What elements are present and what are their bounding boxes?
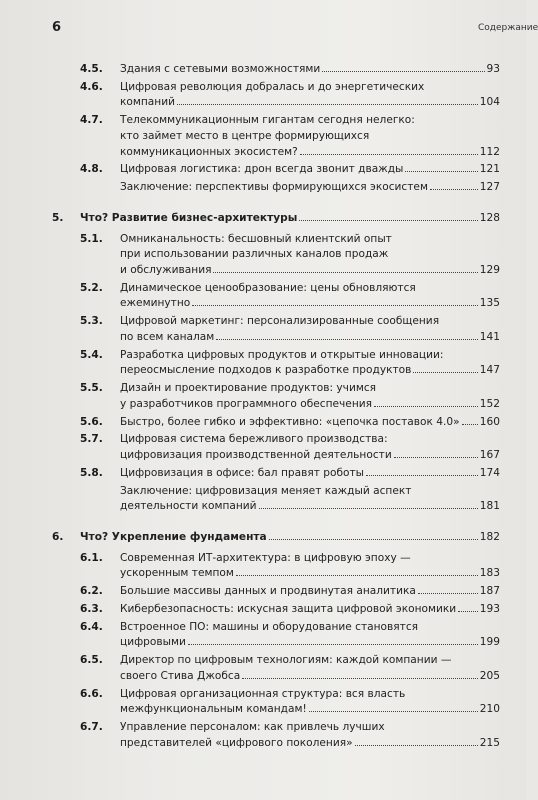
dot-leader	[188, 644, 478, 645]
toc-entry-body	[80, 211, 500, 227]
toc-entry	[52, 314, 500, 345]
toc-entry	[52, 62, 500, 78]
dot-leader	[355, 745, 478, 746]
toc-entry-last-line	[120, 466, 500, 482]
toc-entry-last-line	[80, 211, 500, 227]
toc-entry-page: 187	[479, 585, 500, 598]
toc-entry-title-line: межфункциональным командам!	[120, 703, 307, 716]
toc-entry-page: 167	[479, 449, 500, 462]
toc-entry-title-line: Цифровизация в офисе: бал правят роботы	[120, 466, 364, 479]
toc-entry-number: 5.3.	[80, 315, 103, 328]
toc-entry-number: 4.7.	[80, 114, 103, 127]
toc-entry	[52, 432, 500, 463]
toc-entry	[52, 162, 500, 178]
toc-entry-page: 128	[479, 211, 500, 224]
toc-entry-last-line	[120, 415, 500, 431]
toc-entry-title-line: коммуникационных экосистем?	[120, 145, 298, 158]
toc-entry-page: 160	[479, 415, 500, 428]
toc-entry-number: 5.5.	[80, 382, 103, 395]
toc-entry-page: 182	[479, 531, 500, 543]
toc-entry-number: 6.3.	[80, 602, 103, 615]
toc-entry-last-line	[120, 448, 500, 464]
toc-entry-last-line	[120, 566, 500, 582]
toc-entry-title-line: переосмысление подходов к разработке продуктов	[120, 364, 412, 377]
toc-entry-page: 147	[479, 364, 500, 377]
toc-entry-title-line: при использовании различных каналов продаж	[120, 248, 389, 261]
toc-entry-last-line	[120, 95, 500, 111]
toc-entry-last-line	[120, 584, 500, 600]
toc-entry-body	[120, 348, 500, 379]
toc-entry-last-line	[120, 263, 500, 279]
toc-entry-page: 121	[479, 163, 500, 176]
toc-entry-page: 104	[479, 96, 500, 109]
toc-entry-page: 205	[479, 669, 500, 682]
dot-leader	[213, 272, 477, 273]
dot-leader	[458, 611, 478, 612]
toc-entry-title-line: Динамическое ценообразование: цены обновляются	[120, 281, 416, 294]
toc-entry-last-line	[120, 180, 500, 196]
toc-entry-title-line: компаний	[120, 96, 175, 109]
toc-entry	[52, 415, 500, 431]
dot-leader	[177, 104, 478, 105]
toc-entry	[52, 484, 500, 515]
toc-entry-number: 4.8.	[80, 163, 103, 176]
toc-entry-number: 5.8.	[80, 466, 103, 479]
toc-entry-title-line: цифровизация производственной деятельности	[120, 449, 392, 462]
toc-entry-body	[120, 466, 500, 482]
dot-leader	[413, 372, 477, 373]
toc-entry-body	[120, 415, 500, 431]
toc-entry-page: 93	[486, 63, 500, 75]
toc-entry	[52, 80, 500, 111]
toc-entry-last-line	[120, 635, 500, 651]
dot-leader	[216, 339, 477, 340]
toc-entry-title-line: Цифровая логистика: дрон всегда звонит дважды	[120, 163, 404, 176]
toc-chapter	[52, 211, 500, 227]
dot-leader	[299, 220, 477, 221]
toc-entry-number: 5.2.	[80, 281, 103, 294]
dot-leader	[269, 539, 478, 540]
toc-entry-title-line: ускоренным темпом	[120, 567, 234, 580]
toc-entry-body	[120, 62, 500, 78]
toc-entry-title-line: Заключение: перспективы формирующихся экосистем	[120, 181, 428, 194]
dot-leader	[192, 305, 478, 306]
toc-entry	[52, 381, 500, 412]
toc-entry-page: 193	[479, 602, 500, 615]
toc-entry-title-line: представителей «цифрового поколения»	[120, 736, 353, 749]
toc-entry-body	[120, 80, 500, 111]
toc-entry-page: 129	[479, 263, 500, 276]
toc-entry	[52, 466, 500, 482]
toc-entry-title-line: ежеминутно	[120, 297, 191, 310]
toc-entry-number: 4.5.	[80, 63, 103, 75]
toc-entry-title-line: Управление персоналом: как привлечь лучших	[120, 721, 385, 734]
toc-entry-body	[120, 281, 500, 312]
dot-leader	[430, 189, 478, 190]
toc-entry-title-line: Большие массивы данных и продвинутая аналитика	[120, 585, 416, 598]
dot-leader	[300, 154, 478, 155]
toc-entry-last-line	[120, 296, 500, 312]
toc-entry-title-line: цифровыми	[120, 636, 186, 649]
toc-entry-number: 6.5.	[80, 654, 103, 667]
toc-entry-page: 152	[479, 397, 500, 410]
toc-entry-number: 6.6.	[80, 687, 103, 700]
toc-entry-body	[80, 530, 500, 546]
toc-entry	[52, 720, 500, 751]
toc-entry-title-line: Кибербезопасность: искусная защита цифровой экономики	[120, 602, 457, 615]
toc-entry-title-line: своего Стива Джобса	[120, 669, 241, 682]
toc-entry	[52, 584, 500, 600]
running-head: Содержание	[478, 23, 538, 33]
dot-leader	[309, 711, 478, 712]
toc-entry-body	[120, 653, 500, 684]
toc-entry-page: 181	[479, 500, 500, 513]
dot-leader	[322, 71, 484, 72]
toc-entry-number: 6.	[52, 531, 64, 543]
toc-entry-title-line: кто займет место в центре формирующихся	[120, 129, 370, 142]
toc-entry-body	[120, 381, 500, 412]
toc-entry	[52, 620, 500, 651]
toc-entry-title-line: Директор по цифровым технологиям: каждой компании —	[120, 654, 452, 667]
toc-entry-title-line: Омниканальность: бесшовный клиентский опыт	[120, 232, 392, 245]
toc-entry-number: 4.6.	[80, 80, 103, 93]
toc-entry-body	[120, 180, 500, 196]
toc-chapter	[52, 530, 500, 546]
toc-entry-body	[120, 551, 500, 582]
toc-entry-number: 5.7.	[80, 433, 103, 446]
toc-entry-number: 6.2.	[80, 585, 103, 598]
toc-entry-title-line: Заключение: цифровизация меняет каждый аспект	[120, 484, 412, 497]
toc-entry-number: 6.1.	[80, 551, 103, 564]
dot-leader	[242, 678, 478, 679]
toc-entry-body	[120, 162, 500, 178]
toc-entry-number: 5.	[52, 211, 64, 224]
toc-entry-title-line: у разработчиков программного обеспечения	[120, 397, 373, 410]
page-header	[0, 20, 538, 40]
toc-entry-body	[120, 602, 500, 618]
dot-leader	[236, 575, 478, 576]
toc-entry-title-line: по всем каналам	[120, 330, 215, 343]
toc-entry-title-line: Цифровая революция добралась и до энергетических	[120, 80, 425, 93]
dot-leader	[418, 593, 478, 594]
dot-leader	[405, 171, 477, 172]
toc-entry	[52, 551, 500, 582]
toc-entry-page: 127	[479, 181, 500, 194]
table-of-contents	[52, 62, 500, 754]
toc-entry-number: 5.4.	[80, 348, 103, 361]
toc-entry-page: 174	[479, 466, 500, 479]
toc-entry	[52, 180, 500, 196]
toc-entry-title-line: Быстро, более гибко и эффективно: «цепочка поставок 4.0»	[120, 415, 460, 428]
toc-entry	[52, 232, 500, 279]
toc-entry-title-line: Цифровой маркетинг: персонализированные сообщения	[120, 315, 440, 328]
toc-entry-number: 6.4.	[80, 620, 103, 633]
toc-entry-number: 6.7.	[80, 721, 103, 734]
toc-entry	[52, 281, 500, 312]
toc-entry-page: 141	[479, 330, 500, 343]
toc-entry-title-line: Что? Укрепление фундамента	[80, 531, 267, 543]
toc-entry-title-line: Разработка цифровых продуктов и открытые инновации:	[120, 348, 444, 361]
toc-entry-last-line	[120, 62, 500, 78]
toc-entry-last-line	[120, 602, 500, 618]
toc-entry-title-line: и обслуживания	[120, 263, 212, 276]
toc-entry-last-line	[120, 702, 500, 718]
toc-entry-body	[120, 620, 500, 651]
toc-entry-title-line: Телекоммуникационным гигантам сегодня нелегко:	[120, 114, 415, 127]
toc-entry-last-line	[120, 145, 500, 161]
toc-entry	[52, 687, 500, 718]
toc-entry-body	[120, 584, 500, 600]
toc-entry-title-line: Дизайн и проектирование продуктов: учимся	[120, 382, 377, 395]
toc-entry-last-line	[120, 330, 500, 346]
dot-leader	[394, 457, 478, 458]
toc-entry	[52, 348, 500, 379]
toc-entry-page: 215	[479, 736, 500, 749]
toc-entry	[52, 113, 500, 160]
toc-entry-page: 199	[479, 636, 500, 649]
toc-entry-title-line: Современная ИТ-архитектура: в цифровую эпоху —	[120, 551, 411, 564]
page-number: 6	[52, 20, 62, 35]
toc-entry-body	[120, 314, 500, 345]
toc-entry-number: 5.1.	[80, 232, 103, 245]
toc-entry-last-line	[80, 530, 500, 546]
toc-entry-last-line	[120, 397, 500, 413]
toc-entry-page: 135	[479, 297, 500, 310]
toc-entry-last-line	[120, 162, 500, 178]
toc-entry-last-line	[120, 736, 500, 752]
dot-leader	[462, 424, 478, 425]
toc-entry-title-line: Здания с сетевыми возможностями	[120, 63, 321, 75]
toc-entry-title-line: деятельности компаний	[120, 500, 257, 513]
toc-entry-title-line: Встроенное ПО: машины и оборудование становятся	[120, 620, 419, 633]
toc-entry-page: 112	[479, 145, 500, 158]
toc-entry	[52, 653, 500, 684]
toc-entry-title-line: Цифровая система бережливого производства:	[120, 433, 388, 446]
toc-entry-title-line: Что? Развитие бизнес-архитектуры	[80, 211, 298, 224]
toc-entry-body	[120, 432, 500, 463]
toc-entry-page: 210	[479, 703, 500, 716]
toc-entry-title-line: Цифровая организационная структура: вся власть	[120, 687, 406, 700]
toc-entry-body	[120, 113, 500, 160]
toc-entry	[52, 602, 500, 618]
toc-entry-last-line	[120, 363, 500, 379]
toc-entry-page: 183	[479, 567, 500, 580]
toc-entry-body	[120, 687, 500, 718]
dot-leader	[374, 406, 478, 407]
toc-entry-last-line	[120, 499, 500, 515]
toc-entry-body	[120, 484, 500, 515]
toc-entry-body	[120, 720, 500, 751]
toc-entry-number: 5.6.	[80, 415, 103, 428]
dot-leader	[259, 508, 478, 509]
toc-entry-body	[120, 232, 500, 279]
dot-leader	[366, 475, 478, 476]
toc-entry-last-line	[120, 669, 500, 685]
